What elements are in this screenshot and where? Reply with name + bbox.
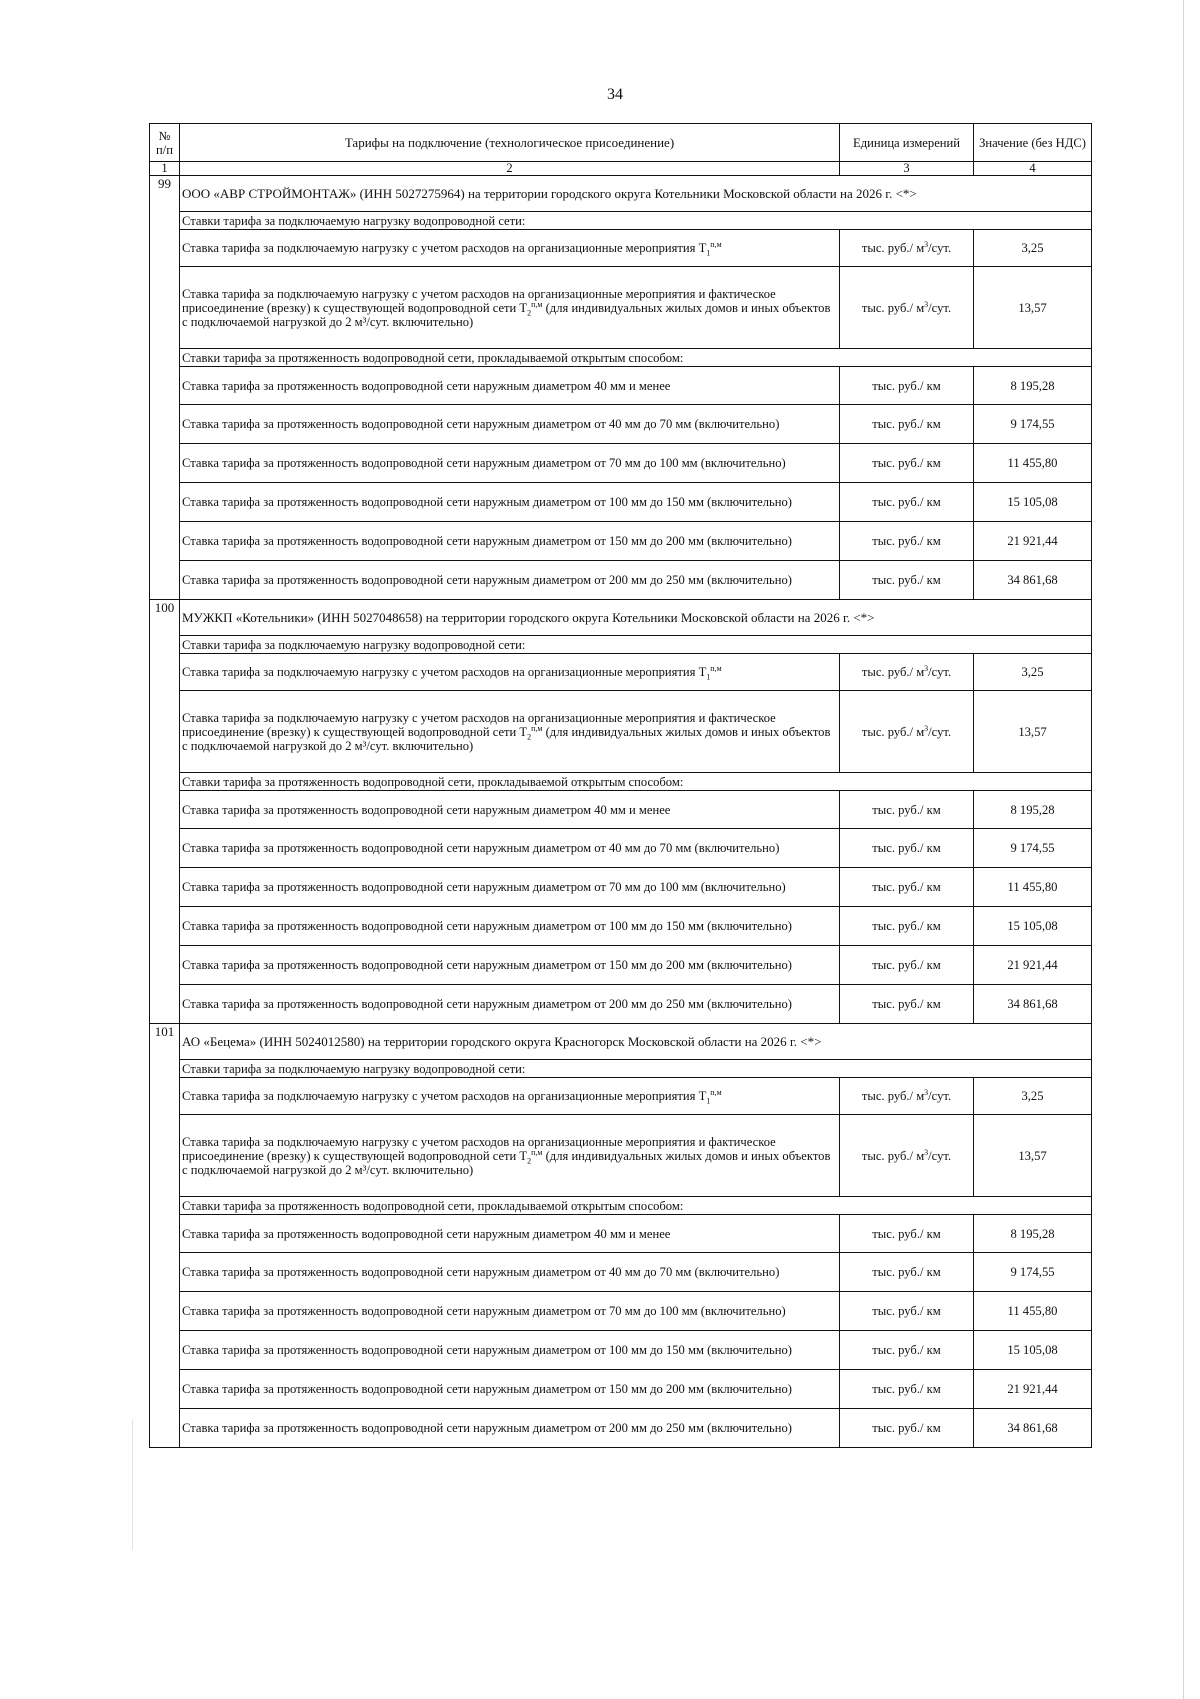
unit-cell: тыс. руб./ км <box>840 1215 974 1253</box>
unit-cell: тыс. руб./ км <box>840 1292 974 1331</box>
rate-description <box>180 654 840 691</box>
rate-superscript: п,м <box>710 1087 722 1097</box>
rate-text: Ставка тарифа за подключаемую нагрузку с учетом расходов на организационные мероприятия T <box>182 241 707 255</box>
value-cell: 34 861,68 <box>974 561 1092 600</box>
rate-subscript: 2 <box>527 732 532 742</box>
unit-cell: тыс. руб./ км <box>840 483 974 522</box>
unit-text: тыс. руб./ м <box>861 1089 925 1103</box>
load-rates-heading: Ставки тарифа за подключаемую нагрузку водопроводной сети: <box>180 1060 1092 1078</box>
rate-text: Ставка тарифа за подключаемую нагрузку с учетом расходов на организационные мероприятия T <box>182 1089 707 1103</box>
header-unit: Единица измерений <box>840 124 974 162</box>
length-rates-heading: Ставки тарифа за протяженность водопроводной сети, прокладываемой открытым способом: <box>180 773 1092 791</box>
column-number: 4 <box>974 162 1092 176</box>
unit-cell <box>840 1078 974 1115</box>
unit-superscript: 3 <box>924 1087 929 1097</box>
unit-superscript: 3 <box>924 723 929 733</box>
table-row <box>150 907 1092 946</box>
value-cell: 34 861,68 <box>974 985 1092 1024</box>
unit-cell <box>840 691 974 773</box>
value-cell: 3,25 <box>974 1078 1092 1115</box>
rate-description <box>180 1115 840 1197</box>
table-row <box>150 946 1092 985</box>
unit-cell: тыс. руб./ км <box>840 829 974 868</box>
rate-description: Ставка тарифа за протяженность водопроводной сети наружным диаметром от 100 мм до 150 мм (включительно) <box>180 1331 840 1370</box>
unit-cell: тыс. руб./ км <box>840 367 974 405</box>
unit-cell: тыс. руб./ км <box>840 985 974 1024</box>
value-cell: 15 105,08 <box>974 1331 1092 1370</box>
organization-title: МУЖКП «Котельники» (ИНН 5027048658) на территории городского округа Котельники Московской области на 2026 г. <*> <box>180 600 1092 636</box>
table-row <box>150 1253 1092 1292</box>
rate-subscript: 2 <box>527 1156 532 1166</box>
unit-text-tail: /сут. <box>928 300 952 315</box>
header-num: № п/п <box>150 124 180 162</box>
rate-subscript: 1 <box>706 672 711 682</box>
scan-edge-line <box>1183 0 1184 1699</box>
rate-text: Ставка тарифа за подключаемую нагрузку с учетом расходов на организационные мероприятия и фактическое присоединение (врезку) к существующей водопроводной сети T <box>182 286 776 315</box>
value-cell: 13,57 <box>974 691 1092 773</box>
value-cell: 11 455,80 <box>974 444 1092 483</box>
rate-description: Ставка тарифа за протяженность водопроводной сети наружным диаметром от 40 мм до 70 мм (включительно) <box>180 1253 840 1292</box>
rate-subscript: 1 <box>706 248 711 258</box>
subheading-row <box>150 212 1092 230</box>
unit-superscript: 3 <box>924 1147 929 1157</box>
rate-description: Ставка тарифа за протяженность водопроводной сети наружным диаметром от 70 мм до 100 мм (включительно) <box>180 1292 840 1331</box>
org-row <box>150 600 1092 636</box>
column-numbers-row <box>150 162 1092 176</box>
rate-description: Ставка тарифа за протяженность водопроводной сети наружным диаметром от 100 мм до 150 мм (включительно) <box>180 907 840 946</box>
table-row <box>150 230 1092 267</box>
value-cell: 11 455,80 <box>974 1292 1092 1331</box>
rate-description <box>180 691 840 773</box>
value-cell: 9 174,55 <box>974 405 1092 444</box>
table-row <box>150 1115 1092 1197</box>
length-rates-heading: Ставки тарифа за протяженность водопроводной сети, прокладываемой открытым способом: <box>180 349 1092 367</box>
value-cell: 3,25 <box>974 230 1092 267</box>
subheading-row <box>150 349 1092 367</box>
unit-cell: тыс. руб./ км <box>840 522 974 561</box>
unit-text-tail: /сут. <box>928 1089 952 1103</box>
organization-title: АО «Бецема» (ИНН 5024012580) на территории городского округа Красногорск Московской области на 2026 г. <*> <box>180 1024 1092 1060</box>
table-row <box>150 868 1092 907</box>
table-row <box>150 1331 1092 1370</box>
unit-superscript: 3 <box>924 239 929 249</box>
unit-text-tail: /сут. <box>928 241 952 255</box>
unit-cell: тыс. руб./ км <box>840 1409 974 1448</box>
value-cell: 13,57 <box>974 267 1092 349</box>
rate-description: Ставка тарифа за протяженность водопроводной сети наружным диаметром от 150 мм до 200 мм (включительно) <box>180 522 840 561</box>
table-row <box>150 1292 1092 1331</box>
unit-cell <box>840 230 974 267</box>
rate-superscript: п,м <box>710 663 722 673</box>
header-title: Тарифы на подключение (технологическое присоединение) <box>180 124 840 162</box>
table-row <box>150 444 1092 483</box>
unit-cell: тыс. руб./ км <box>840 1331 974 1370</box>
unit-superscript: 3 <box>924 299 929 309</box>
rate-description <box>180 1078 840 1115</box>
value-cell: 15 105,08 <box>974 907 1092 946</box>
tariff-table <box>149 123 1092 1448</box>
table-row <box>150 1078 1092 1115</box>
unit-cell: тыс. руб./ км <box>840 1370 974 1409</box>
unit-cell: тыс. руб./ км <box>840 791 974 829</box>
value-cell: 8 195,28 <box>974 367 1092 405</box>
rate-subscript: 1 <box>706 1096 711 1106</box>
rate-text: Ставка тарифа за подключаемую нагрузку с учетом расходов на организационные мероприятия T <box>182 665 707 679</box>
scan-edge-line <box>132 1420 133 1550</box>
value-cell: 11 455,80 <box>974 868 1092 907</box>
unit-cell: тыс. руб./ км <box>840 907 974 946</box>
unit-cell: тыс. руб./ км <box>840 561 974 600</box>
rate-description: Ставка тарифа за протяженность водопроводной сети наружным диаметром от 150 мм до 200 мм (включительно) <box>180 1370 840 1409</box>
rate-superscript: п,м <box>531 1147 543 1157</box>
rate-description: Ставка тарифа за протяженность водопроводной сети наружным диаметром от 200 мм до 250 мм (включительно) <box>180 561 840 600</box>
subheading-row <box>150 1197 1092 1215</box>
unit-cell: тыс. руб./ км <box>840 444 974 483</box>
rate-text: Ставка тарифа за подключаемую нагрузку с учетом расходов на организационные мероприятия и фактическое присоединение (врезку) к существующей водопроводной сети T <box>182 710 776 739</box>
header-value: Значение (без НДС) <box>974 124 1092 162</box>
rate-description: Ставка тарифа за протяженность водопроводной сети наружным диаметром 40 мм и менее <box>180 1215 840 1253</box>
unit-text: тыс. руб./ м <box>861 724 925 739</box>
unit-text: тыс. руб./ м <box>861 665 925 679</box>
rate-description: Ставка тарифа за протяженность водопроводной сети наружным диаметром от 100 мм до 150 мм (включительно) <box>180 483 840 522</box>
rate-description <box>180 267 840 349</box>
table-row <box>150 1215 1092 1253</box>
rate-description: Ставка тарифа за протяженность водопроводной сети наружным диаметром от 70 мм до 100 мм (включительно) <box>180 868 840 907</box>
rate-description: Ставка тарифа за протяженность водопроводной сети наружным диаметром от 40 мм до 70 мм (включительно) <box>180 405 840 444</box>
rate-description: Ставка тарифа за протяженность водопроводной сети наружным диаметром от 200 мм до 250 мм (включительно) <box>180 985 840 1024</box>
row-number: 99 <box>150 176 180 600</box>
subheading-row <box>150 1060 1092 1078</box>
table-row <box>150 985 1092 1024</box>
value-cell: 21 921,44 <box>974 1370 1092 1409</box>
value-cell: 21 921,44 <box>974 522 1092 561</box>
value-cell: 8 195,28 <box>974 791 1092 829</box>
value-cell: 3,25 <box>974 654 1092 691</box>
load-rates-heading: Ставки тарифа за подключаемую нагрузку водопроводной сети: <box>180 212 1092 230</box>
table-row <box>150 405 1092 444</box>
page-number: 34 <box>607 86 623 103</box>
rate-text-tail: (для индивидуальных жилых домов и иных объектов с подключаемой нагрузкой до 2 м³/сут. включительно) <box>182 1148 831 1177</box>
table-row <box>150 829 1092 868</box>
unit-cell <box>840 654 974 691</box>
rate-description: Ставка тарифа за протяженность водопроводной сети наружным диаметром 40 мм и менее <box>180 367 840 405</box>
value-cell: 8 195,28 <box>974 1215 1092 1253</box>
rate-description: Ставка тарифа за протяженность водопроводной сети наружным диаметром 40 мм и менее <box>180 791 840 829</box>
rate-subscript: 2 <box>527 308 532 318</box>
table-row <box>150 267 1092 349</box>
unit-cell: тыс. руб./ км <box>840 1253 974 1292</box>
rate-text-tail: (для индивидуальных жилых домов и иных объектов с подключаемой нагрузкой до 2 м³/сут. включительно) <box>182 724 831 753</box>
rate-superscript: п,м <box>531 723 543 733</box>
value-cell: 13,57 <box>974 1115 1092 1197</box>
table-row <box>150 1370 1092 1409</box>
unit-text-tail: /сут. <box>928 1148 952 1163</box>
table-row <box>150 367 1092 405</box>
table-row <box>150 791 1092 829</box>
value-cell: 15 105,08 <box>974 483 1092 522</box>
table-row <box>150 691 1092 773</box>
column-number: 1 <box>150 162 180 176</box>
org-row <box>150 1024 1092 1060</box>
unit-cell <box>840 267 974 349</box>
rate-superscript: п,м <box>710 239 722 249</box>
column-number: 3 <box>840 162 974 176</box>
unit-text: тыс. руб./ м <box>861 241 925 255</box>
unit-superscript: 3 <box>924 663 929 673</box>
column-number: 2 <box>180 162 840 176</box>
unit-text: тыс. руб./ м <box>861 1148 925 1163</box>
table-row <box>150 483 1092 522</box>
unit-cell: тыс. руб./ км <box>840 946 974 985</box>
rate-description <box>180 230 840 267</box>
unit-cell: тыс. руб./ км <box>840 405 974 444</box>
length-rates-heading: Ставки тарифа за протяженность водопроводной сети, прокладываемой открытым способом: <box>180 1197 1092 1215</box>
value-cell: 9 174,55 <box>974 1253 1092 1292</box>
subheading-row <box>150 773 1092 791</box>
table-row <box>150 1409 1092 1448</box>
value-cell: 21 921,44 <box>974 946 1092 985</box>
unit-cell <box>840 1115 974 1197</box>
load-rates-heading: Ставки тарифа за подключаемую нагрузку водопроводной сети: <box>180 636 1092 654</box>
unit-cell: тыс. руб./ км <box>840 868 974 907</box>
table-row <box>150 654 1092 691</box>
value-cell: 9 174,55 <box>974 829 1092 868</box>
row-number: 100 <box>150 600 180 1024</box>
unit-text-tail: /сут. <box>928 665 952 679</box>
rate-description: Ставка тарифа за протяженность водопроводной сети наружным диаметром от 40 мм до 70 мм (включительно) <box>180 829 840 868</box>
row-number: 101 <box>150 1024 180 1448</box>
table-row <box>150 522 1092 561</box>
unit-text: тыс. руб./ м <box>861 300 925 315</box>
value-cell: 34 861,68 <box>974 1409 1092 1448</box>
rate-description: Ставка тарифа за протяженность водопроводной сети наружным диаметром от 200 мм до 250 мм (включительно) <box>180 1409 840 1448</box>
rate-text-tail: (для индивидуальных жилых домов и иных объектов с подключаемой нагрузкой до 2 м³/сут. включительно) <box>182 300 831 329</box>
org-row <box>150 176 1092 212</box>
table-header-row <box>150 124 1092 162</box>
rate-text: Ставка тарифа за подключаемую нагрузку с учетом расходов на организационные мероприятия и фактическое присоединение (врезку) к существующей водопроводной сети T <box>182 1134 776 1163</box>
subheading-row <box>150 636 1092 654</box>
unit-text-tail: /сут. <box>928 724 952 739</box>
organization-title: ООО «АВР СТРОЙМОНТАЖ» (ИНН 5027275964) на территории городского округа Котельники Московской области на 2026 г. <*> <box>180 176 1092 212</box>
table-row <box>150 561 1092 600</box>
rate-description: Ставка тарифа за протяженность водопроводной сети наружным диаметром от 150 мм до 200 мм (включительно) <box>180 946 840 985</box>
rate-superscript: п,м <box>531 299 543 309</box>
rate-description: Ставка тарифа за протяженность водопроводной сети наружным диаметром от 70 мм до 100 мм (включительно) <box>180 444 840 483</box>
